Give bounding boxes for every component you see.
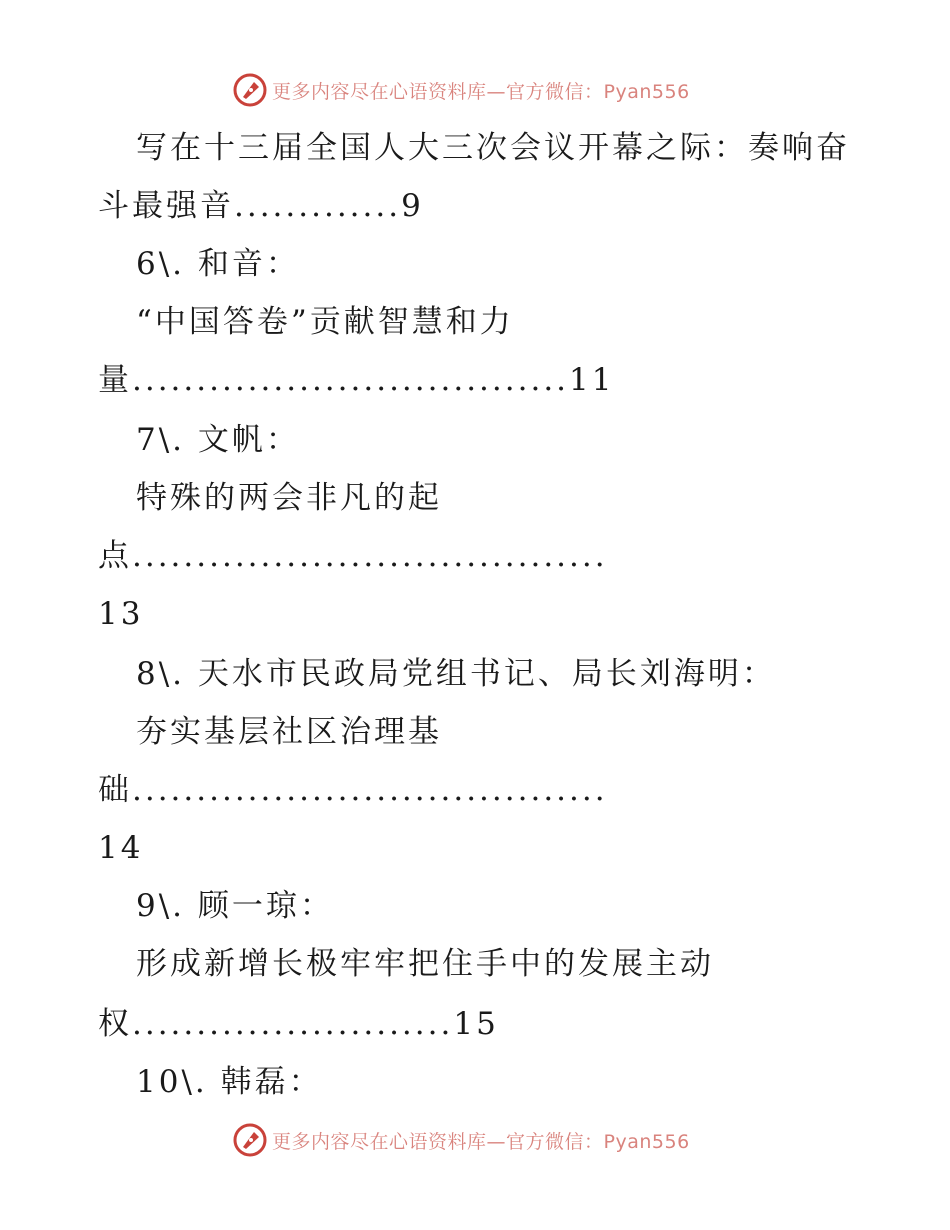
- toc-page-number: 13: [98, 596, 144, 632]
- bottom-watermark-banner: [0, 1120, 950, 1160]
- toc-entry-number: 9\. 顾一琼：: [136, 888, 334, 924]
- toc-entry-number: 7\. 文帆：: [136, 422, 300, 458]
- toc-line: 形成新增长极牢牢把住手中的发展主动: [136, 946, 714, 982]
- toc-entry-number: 8\. 天水市民政局党组书记、局长刘海明：: [136, 656, 776, 692]
- top-watermark-banner: [0, 70, 950, 110]
- watermark-text: 更多内容尽在心语资料库—官方微信：Pyan556: [272, 1130, 690, 1153]
- toc-entry-number: 6\. 和音：: [136, 246, 300, 282]
- pen-nib-logo-icon: [232, 72, 268, 108]
- toc-line: 斗最强音.............9: [98, 188, 424, 224]
- toc-line: 特殊的两会非凡的起: [136, 480, 442, 516]
- toc-line: 点.....................................: [98, 538, 608, 574]
- watermark-text: 更多内容尽在心语资料库—官方微信：Pyan556: [272, 80, 690, 103]
- toc-entry-number: 10\. 韩磊：: [136, 1064, 323, 1100]
- toc-line: 夯实基层社区治理基: [136, 714, 442, 750]
- toc-line: 础.....................................: [98, 772, 608, 808]
- toc-line: 量..................................11: [98, 362, 615, 398]
- toc-line: “中国答卷”贡献智慧和力: [136, 304, 514, 340]
- toc-line: 写在十三届全国人大三次会议开幕之际：奏响奋: [136, 130, 850, 166]
- pen-nib-logo-icon: [232, 1122, 268, 1158]
- toc-line: 权.........................15: [98, 1006, 499, 1042]
- toc-page-number: 14: [98, 830, 144, 866]
